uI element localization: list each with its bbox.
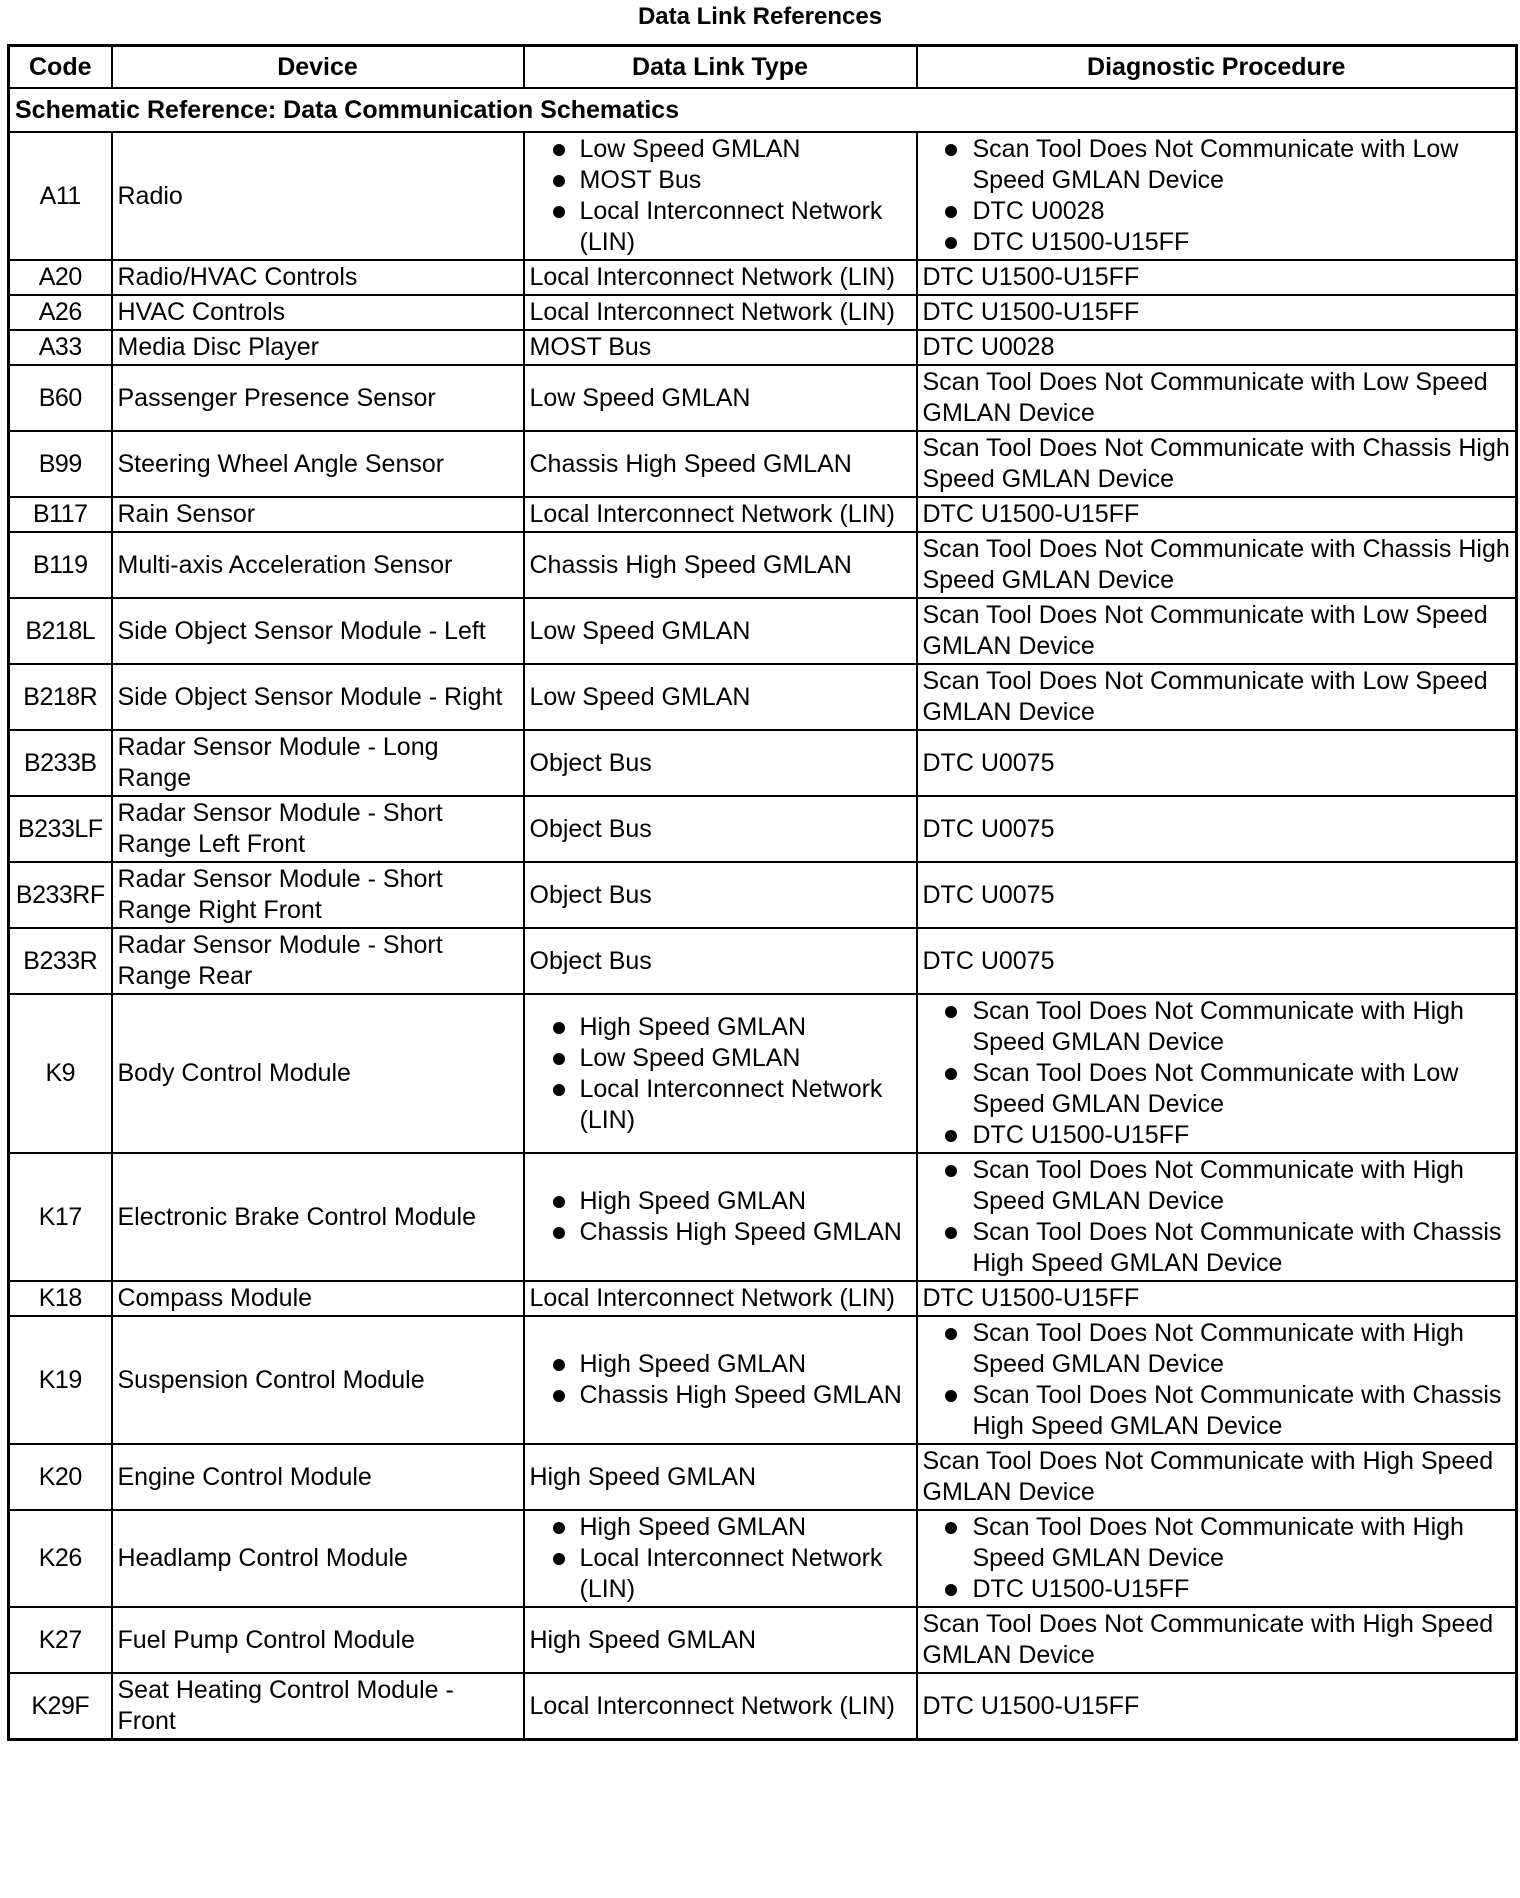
- list-item: MOST Bus: [530, 165, 911, 196]
- table-row: [9, 1281, 1517, 1316]
- cell-data-link-type: [524, 1510, 917, 1607]
- cell-data-link-type: Object Bus: [524, 796, 917, 862]
- cell-device: Electronic Brake Control Module: [112, 1153, 524, 1281]
- cell-diagnostic-procedure: DTC U0028: [917, 330, 1517, 365]
- cell-diagnostic-procedure: Scan Tool Does Not Communicate with Low Speed GMLAN Device: [917, 365, 1517, 431]
- cell-code: B117: [9, 497, 112, 532]
- cell-device: Seat Heating Control Module - Front: [112, 1673, 524, 1740]
- table-row: [9, 132, 1517, 260]
- table-row: [9, 1316, 1517, 1444]
- list-item: High Speed GMLAN: [530, 1512, 911, 1543]
- cell-device: Radio: [112, 132, 524, 260]
- cell-code: B218L: [9, 598, 112, 664]
- list-item: Low Speed GMLAN: [530, 1043, 911, 1074]
- cell-device: Radar Sensor Module - Short Range Rear: [112, 928, 524, 994]
- cell-diagnostic-procedure: DTC U1500-U15FF: [917, 1281, 1517, 1316]
- list-item: Scan Tool Does Not Communicate with High Speed GMLAN Device: [923, 996, 1511, 1058]
- cell-code: B233R: [9, 928, 112, 994]
- cell-code: K18: [9, 1281, 112, 1316]
- cell-diagnostic-procedure: [917, 994, 1517, 1153]
- procedure-list: [923, 996, 1511, 1151]
- procedure-list: [923, 1512, 1511, 1605]
- procedure-list: [923, 1155, 1511, 1279]
- procedure-list: [923, 134, 1511, 258]
- list-item: Scan Tool Does Not Communicate with High Speed GMLAN Device: [923, 1512, 1511, 1574]
- list-item: High Speed GMLAN: [530, 1186, 911, 1217]
- cell-code: K19: [9, 1316, 112, 1444]
- list-item: DTC U0028: [923, 196, 1511, 227]
- cell-diagnostic-procedure: DTC U0075: [917, 730, 1517, 796]
- cell-data-link-type: [524, 1153, 917, 1281]
- cell-device: Steering Wheel Angle Sensor: [112, 431, 524, 497]
- cell-diagnostic-procedure: DTC U1500-U15FF: [917, 260, 1517, 295]
- cell-data-link-type: Object Bus: [524, 928, 917, 994]
- table-row: [9, 532, 1517, 598]
- cell-diagnostic-procedure: Scan Tool Does Not Communicate with Chassis High Speed GMLAN Device: [917, 532, 1517, 598]
- list-item: Scan Tool Does Not Communicate with High Speed GMLAN Device: [923, 1318, 1511, 1380]
- cell-diagnostic-procedure: DTC U1500-U15FF: [917, 1673, 1517, 1740]
- cell-data-link-type: High Speed GMLAN: [524, 1607, 917, 1673]
- cell-diagnostic-procedure: Scan Tool Does Not Communicate with High Speed GMLAN Device: [917, 1444, 1517, 1510]
- cell-device: Radar Sensor Module - Long Range: [112, 730, 524, 796]
- list-item: Chassis High Speed GMLAN: [530, 1380, 911, 1411]
- table-row: [9, 431, 1517, 497]
- cell-code: K9: [9, 994, 112, 1153]
- cell-diagnostic-procedure: Scan Tool Does Not Communicate with High Speed GMLAN Device: [917, 1607, 1517, 1673]
- cell-device: Side Object Sensor Module - Left: [112, 598, 524, 664]
- cell-device: HVAC Controls: [112, 295, 524, 330]
- cell-data-link-type: Local Interconnect Network (LIN): [524, 260, 917, 295]
- section-row: [9, 88, 1517, 132]
- list-item: DTC U1500-U15FF: [923, 227, 1511, 258]
- cell-data-link-type: Low Speed GMLAN: [524, 365, 917, 431]
- table-header-row: [9, 46, 1517, 89]
- cell-diagnostic-procedure: DTC U0075: [917, 796, 1517, 862]
- cell-code: B218R: [9, 664, 112, 730]
- cell-data-link-type: [524, 994, 917, 1153]
- list-item: Low Speed GMLAN: [530, 134, 911, 165]
- schematic-reference: Schematic Reference: Data Communication Schematics: [9, 88, 1517, 132]
- data-link-list: [530, 134, 911, 258]
- table-row: [9, 260, 1517, 295]
- cell-data-link-type: Local Interconnect Network (LIN): [524, 1673, 917, 1740]
- cell-data-link-type: MOST Bus: [524, 330, 917, 365]
- cell-diagnostic-procedure: DTC U0075: [917, 928, 1517, 994]
- cell-data-link-type: Low Speed GMLAN: [524, 598, 917, 664]
- table-row: [9, 598, 1517, 664]
- cell-data-link-type: Object Bus: [524, 730, 917, 796]
- list-item: Scan Tool Does Not Communicate with Low Speed GMLAN Device: [923, 134, 1511, 196]
- cell-code: B233RF: [9, 862, 112, 928]
- list-item: Local Interconnect Network (LIN): [530, 1543, 911, 1605]
- cell-device: Fuel Pump Control Module: [112, 1607, 524, 1673]
- data-link-list: [530, 1186, 911, 1248]
- cell-data-link-type: [524, 132, 917, 260]
- cell-device: Passenger Presence Sensor: [112, 365, 524, 431]
- data-link-list: [530, 1512, 911, 1605]
- cell-device: Suspension Control Module: [112, 1316, 524, 1444]
- list-item: Scan Tool Does Not Communicate with Chassis High Speed GMLAN Device: [923, 1380, 1511, 1442]
- cell-data-link-type: Chassis High Speed GMLAN: [524, 532, 917, 598]
- cell-diagnostic-procedure: DTC U0075: [917, 862, 1517, 928]
- cell-code: K26: [9, 1510, 112, 1607]
- cell-device: Radar Sensor Module - Short Range Left Front: [112, 796, 524, 862]
- table-row: [9, 994, 1517, 1153]
- cell-data-link-type: High Speed GMLAN: [524, 1444, 917, 1510]
- header-code: Code: [9, 46, 112, 89]
- cell-device: Radio/HVAC Controls: [112, 260, 524, 295]
- cell-code: K17: [9, 1153, 112, 1281]
- cell-device: Headlamp Control Module: [112, 1510, 524, 1607]
- cell-device: Multi-axis Acceleration Sensor: [112, 532, 524, 598]
- cell-code: A20: [9, 260, 112, 295]
- cell-data-link-type: [524, 1316, 917, 1444]
- cell-diagnostic-procedure: DTC U1500-U15FF: [917, 295, 1517, 330]
- list-item: Chassis High Speed GMLAN: [530, 1217, 911, 1248]
- header-device: Device: [112, 46, 524, 89]
- list-item: Scan Tool Does Not Communicate with Chassis High Speed GMLAN Device: [923, 1217, 1511, 1279]
- list-item: DTC U1500-U15FF: [923, 1120, 1511, 1151]
- data-link-references-table: [7, 44, 1518, 1741]
- list-item: Local Interconnect Network (LIN): [530, 1074, 911, 1136]
- cell-diagnostic-procedure: [917, 1316, 1517, 1444]
- cell-data-link-type: Local Interconnect Network (LIN): [524, 497, 917, 532]
- table-row: [9, 796, 1517, 862]
- list-item: High Speed GMLAN: [530, 1349, 911, 1380]
- table-row: [9, 928, 1517, 994]
- table-row: [9, 730, 1517, 796]
- document-title: Data Link References: [637, 3, 883, 30]
- cell-device: Rain Sensor: [112, 497, 524, 532]
- cell-code: A26: [9, 295, 112, 330]
- list-item: Local Interconnect Network (LIN): [530, 196, 911, 258]
- cell-device: Radar Sensor Module - Short Range Right Front: [112, 862, 524, 928]
- procedure-list: [923, 1318, 1511, 1442]
- table-row: [9, 1444, 1517, 1510]
- cell-code: B119: [9, 532, 112, 598]
- cell-code: B60: [9, 365, 112, 431]
- cell-diagnostic-procedure: Scan Tool Does Not Communicate with Low Speed GMLAN Device: [917, 598, 1517, 664]
- cell-diagnostic-procedure: Scan Tool Does Not Communicate with Chassis High Speed GMLAN Device: [917, 431, 1517, 497]
- cell-code: B233B: [9, 730, 112, 796]
- cell-device: Engine Control Module: [112, 1444, 524, 1510]
- cell-code: A11: [9, 132, 112, 260]
- table-row: [9, 1673, 1517, 1740]
- cell-code: B99: [9, 431, 112, 497]
- header-data-link-type: Data Link Type: [524, 46, 917, 89]
- cell-diagnostic-procedure: DTC U1500-U15FF: [917, 497, 1517, 532]
- table-row: [9, 365, 1517, 431]
- table-row: [9, 330, 1517, 365]
- cell-diagnostic-procedure: [917, 1510, 1517, 1607]
- table-row: [9, 1510, 1517, 1607]
- cell-code: K29F: [9, 1673, 112, 1740]
- list-item: High Speed GMLAN: [530, 1012, 911, 1043]
- cell-device: Compass Module: [112, 1281, 524, 1316]
- cell-device: Body Control Module: [112, 994, 524, 1153]
- cell-device: Side Object Sensor Module - Right: [112, 664, 524, 730]
- table-row: [9, 1153, 1517, 1281]
- cell-code: K27: [9, 1607, 112, 1673]
- data-link-list: [530, 1349, 911, 1411]
- cell-device: Media Disc Player: [112, 330, 524, 365]
- cell-data-link-type: Local Interconnect Network (LIN): [524, 1281, 917, 1316]
- list-item: Scan Tool Does Not Communicate with Low Speed GMLAN Device: [923, 1058, 1511, 1120]
- table-row: [9, 1607, 1517, 1673]
- cell-diagnostic-procedure: Scan Tool Does Not Communicate with Low Speed GMLAN Device: [917, 664, 1517, 730]
- table-row: [9, 497, 1517, 532]
- cell-code: A33: [9, 330, 112, 365]
- cell-code: K20: [9, 1444, 112, 1510]
- cell-data-link-type: Low Speed GMLAN: [524, 664, 917, 730]
- table-row: [9, 664, 1517, 730]
- list-item: DTC U1500-U15FF: [923, 1574, 1511, 1605]
- list-item: Scan Tool Does Not Communicate with High Speed GMLAN Device: [923, 1155, 1511, 1217]
- cell-diagnostic-procedure: [917, 132, 1517, 260]
- table-row: [9, 295, 1517, 330]
- cell-data-link-type: Object Bus: [524, 862, 917, 928]
- cell-data-link-type: Local Interconnect Network (LIN): [524, 295, 917, 330]
- header-diagnostic-procedure: Diagnostic Procedure: [917, 46, 1517, 89]
- cell-data-link-type: Chassis High Speed GMLAN: [524, 431, 917, 497]
- cell-code: B233LF: [9, 796, 112, 862]
- data-link-list: [530, 1012, 911, 1136]
- table-row: [9, 862, 1517, 928]
- cell-diagnostic-procedure: [917, 1153, 1517, 1281]
